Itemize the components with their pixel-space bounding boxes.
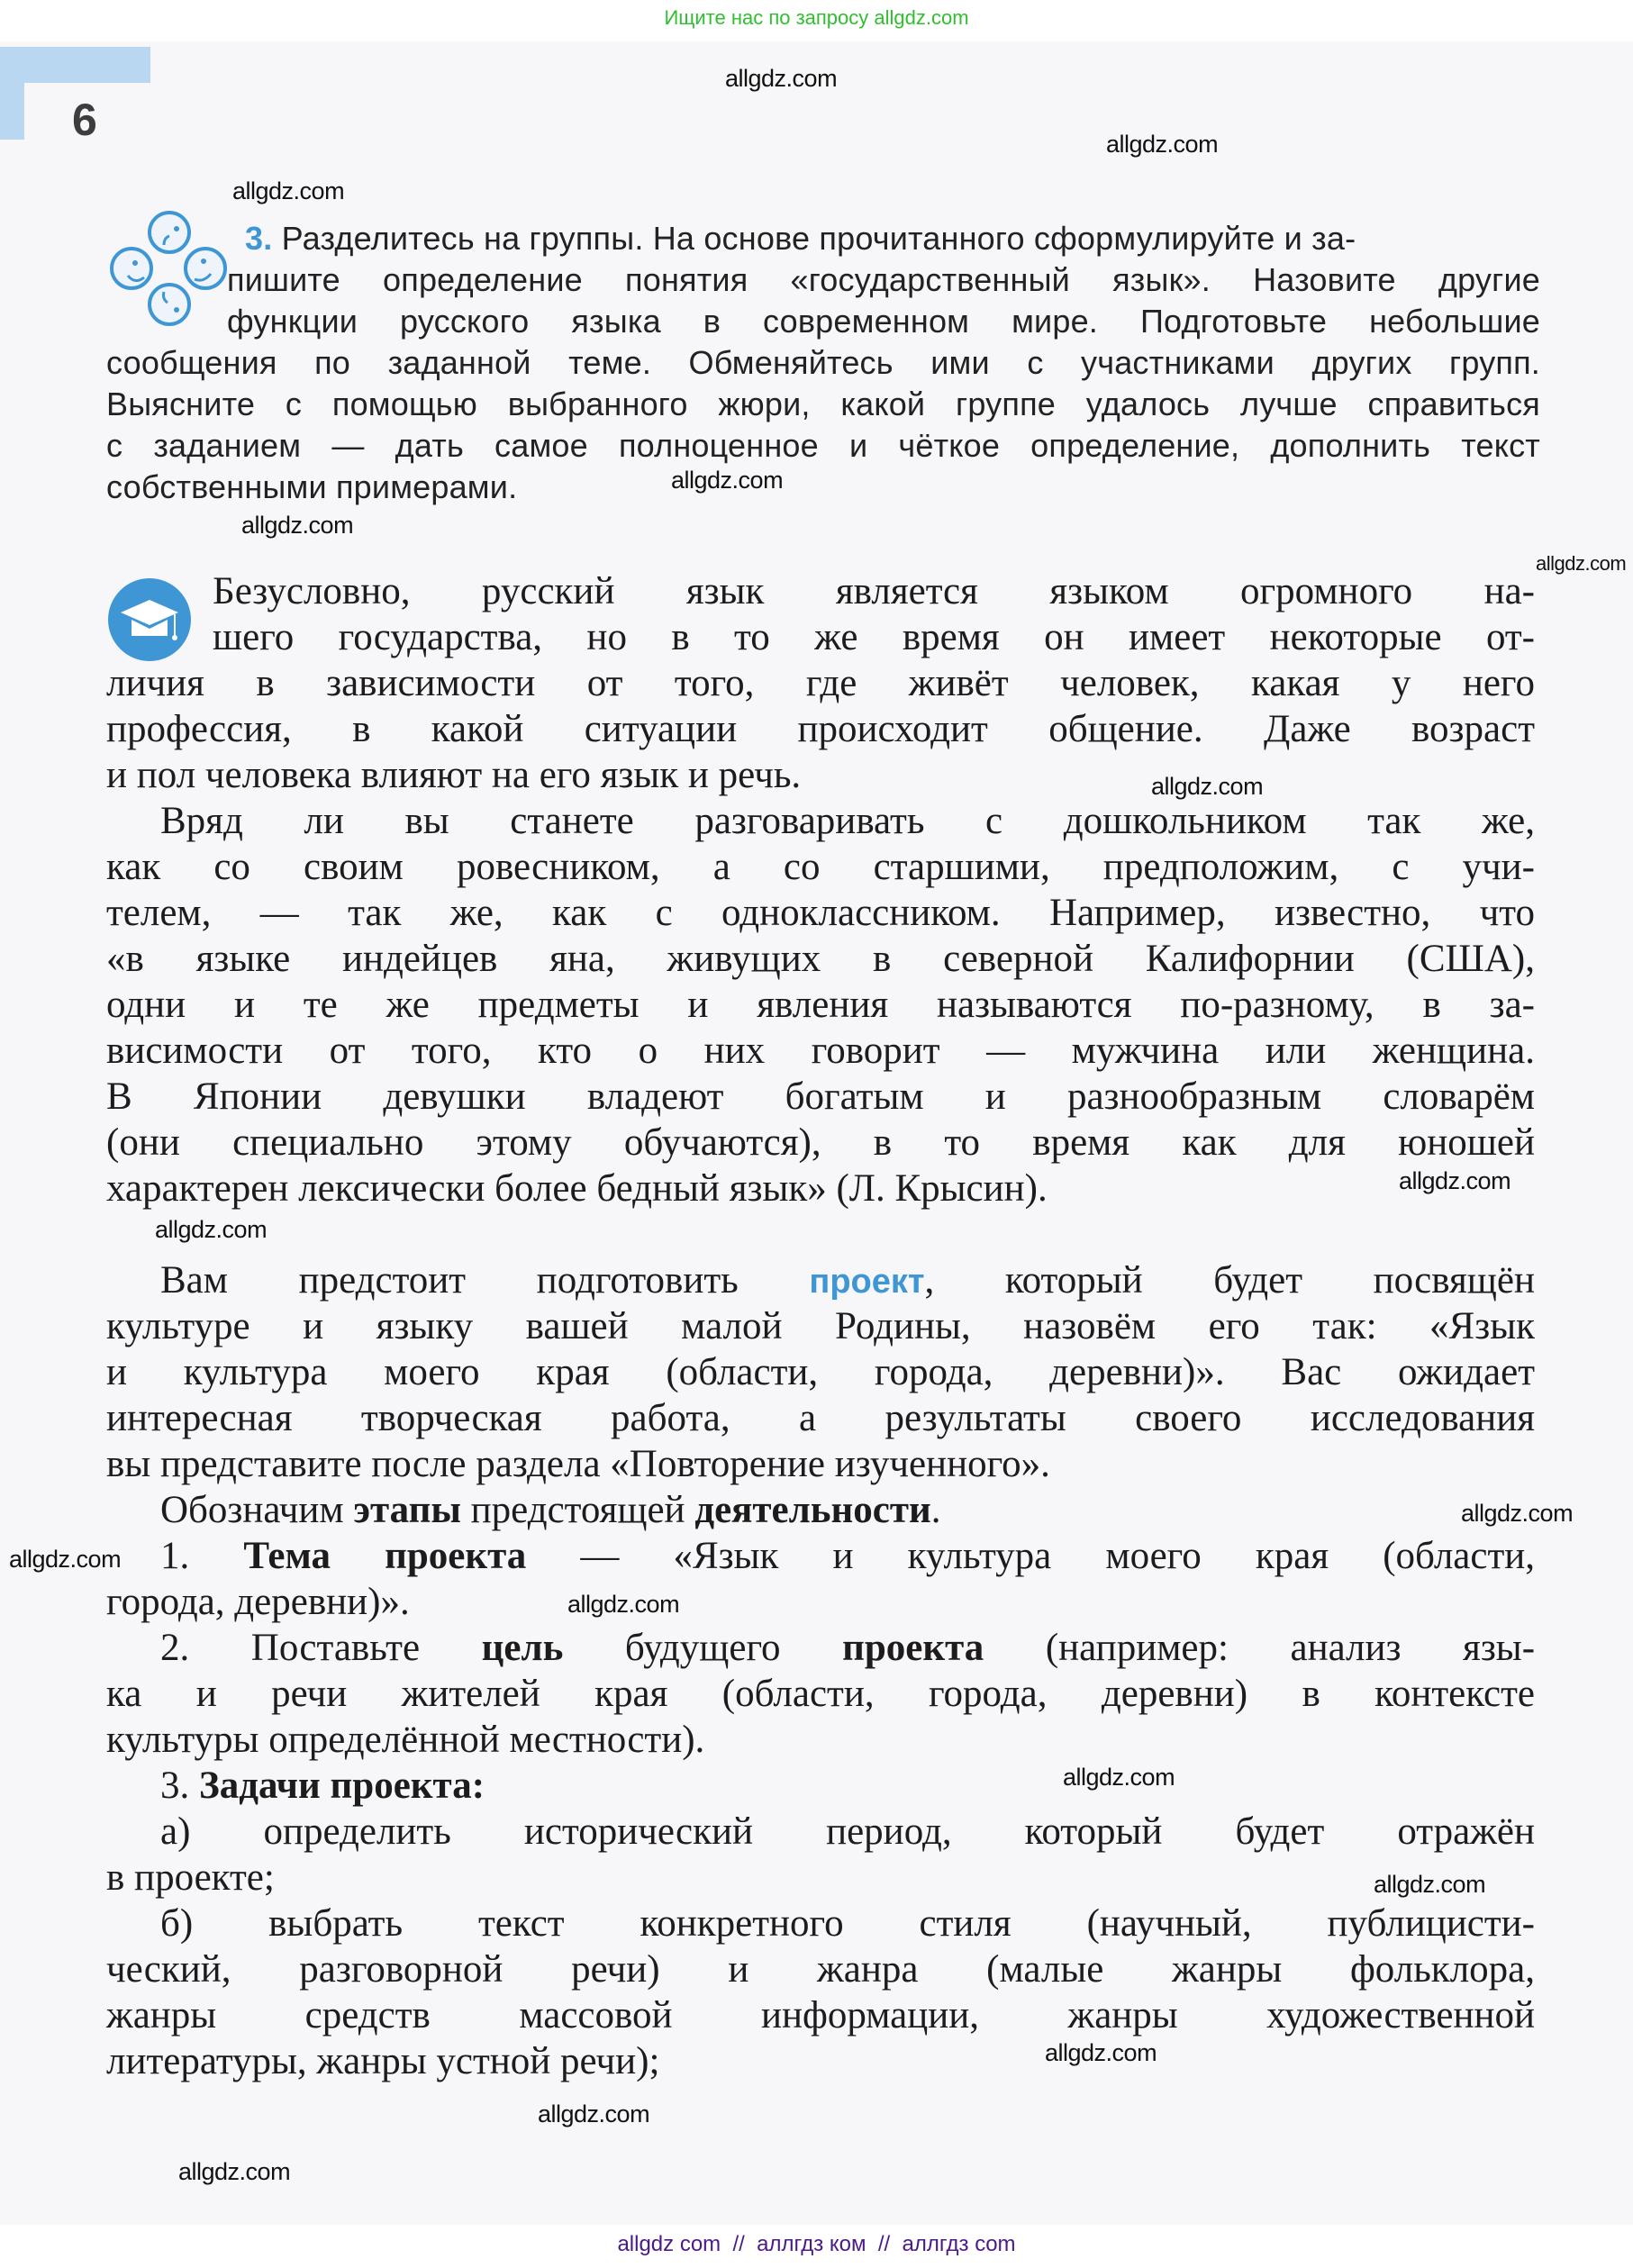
watermark: allgdz.com [1106, 131, 1219, 158]
project-term: проект [809, 1263, 925, 1301]
watermark: allgdz.com [1374, 1871, 1486, 1898]
text-line: вы представите после раздела «Повторение изученного». [106, 1443, 1050, 1485]
group-faces-icon [106, 205, 232, 331]
watermark: allgdz.com [1536, 552, 1627, 575]
task-3-line: функции русского языка в современном мире. Подготовьте небольшие [227, 303, 1540, 340]
task-3-line: с заданием — дать самое полноценное и чёткое определение, дополнить текст [106, 427, 1540, 464]
watermark: allgdz.com [9, 1546, 122, 1573]
stages-intro: Обозначим этапы предстоящей деятельности. [160, 1489, 941, 1531]
watermark: allgdz.com [538, 2100, 650, 2127]
footer-links[interactable]: allgdz com // аллгдз ком // аллгдз com [617, 2232, 1016, 2256]
task-a-cont: в проекте; [106, 1856, 275, 1899]
watermark: allgdz.com [1461, 1500, 1574, 1527]
task-3-line: сообщения по заданной теме. Обменяйтесь ими с участниками других групп. [106, 344, 1540, 381]
task-b-cont: литературы, жанры устной речи); [106, 2040, 660, 2082]
step-1: 1. Тема проекта — «Язык и культура моего края (области, [160, 1535, 1536, 1577]
task-b: б) выбрать текст конкретного стиля (научный, публицисти- [160, 1902, 1535, 1945]
top-banner[interactable]: Ищите нас по запросу allgdz.com [664, 6, 969, 29]
text-line: телем, — так же, как с одноклассником. Например, известно, что [106, 892, 1535, 934]
task-b-cont: жанры средств массовой информации, жанры художественной [106, 1994, 1535, 2037]
task-3-line: пишите определение понятия «государственный язык». Назовите другие [227, 261, 1540, 298]
watermark: allgdz.com [1045, 2039, 1157, 2066]
page-tab-vertical [0, 47, 24, 140]
step-3: 3. Задачи проекта: [160, 1765, 485, 1807]
text-line: культуре и языку вашей малой Родины, назовём его так: «Язык [106, 1305, 1535, 1347]
text-line: как со своим ровесником, а со старшими, предположим, с учи- [106, 846, 1535, 888]
text-line: (они специально этому обучаются), в то время как для юношей [106, 1121, 1535, 1164]
text-line: Безусловно, русский язык является языком огромного на- [213, 570, 1535, 612]
watermark: allgdz.com [1063, 1764, 1175, 1791]
text-line: профессия, в какой ситуации происходит общение. Даже возраст [106, 708, 1535, 750]
text-line: характерен лексически более бедный язык» (Л. Крысин). [106, 1167, 1048, 1210]
watermark: allgdz.com [671, 467, 784, 494]
watermark: allgdz.com [725, 65, 838, 92]
text-line: и пол человека влияют на его язык и речь. [106, 754, 802, 796]
step-2-cont: ка и речи жителей края (области, города, деревни) в контексте [106, 1673, 1535, 1715]
task-3-line: собственными примерами. [106, 468, 518, 505]
text-line: Вряд ли вы станете разговаривать с дошкольником так же, [160, 800, 1535, 842]
text-line: интересная творческая работа, а результаты своего исследования [106, 1397, 1535, 1439]
watermark: allgdz.com [232, 177, 345, 204]
watermark: allgdz.com [1399, 1167, 1511, 1194]
text-line: одни и те же предметы и явления называются по-разному, в за- [106, 984, 1535, 1026]
text-line: шего государства, но в то же время он имеет некоторые от- [213, 616, 1535, 658]
watermark: allgdz.com [241, 512, 354, 539]
watermark: allgdz.com [1151, 773, 1264, 800]
text-line: В Японии девушки владеют богатым и разнообразным словарём [106, 1075, 1535, 1118]
task-3-line: Выясните с помощью выбранного жюри, какой группе удалось лучше справиться [106, 386, 1540, 422]
step-1-cont: города, деревни)». [106, 1581, 410, 1623]
step-2-cont: культуры определённой местности). [106, 1719, 705, 1761]
task-b-cont: ческий, разговорной речи) и жанра (малые жанры фольклора, [106, 1948, 1535, 1991]
task-3-line: 3. Разделитесь на группы. На основе прочитанного сформулируйте и за- [245, 220, 1356, 257]
text-line: Вам предстоит подготовить проект, который будет посвящён [160, 1259, 1535, 1302]
watermark: allgdz.com [155, 1216, 268, 1243]
text-line: и культура моего края (области, города, деревни)». Вас ожидает [106, 1351, 1535, 1393]
graduation-cap-icon [106, 576, 193, 663]
text-line: «в языке индейцев яна, живущих в северной Калифорнии (США), [106, 938, 1535, 980]
page-number: 6 [72, 95, 97, 145]
text-line: висимости от того, кто о них говорит — мужчина или женщина. [106, 1030, 1535, 1072]
text-line: личия в зависимости от того, где живёт человек, какая у него [106, 662, 1535, 704]
watermark: allgdz.com [178, 2158, 291, 2185]
step-2: 2. Поставьте цель будущего проекта (например: анализ язы- [160, 1627, 1536, 1669]
watermark: allgdz.com [567, 1591, 680, 1618]
task-a: а) определить исторический период, который будет отражён [160, 1810, 1535, 1853]
task-number: 3. [245, 220, 273, 257]
